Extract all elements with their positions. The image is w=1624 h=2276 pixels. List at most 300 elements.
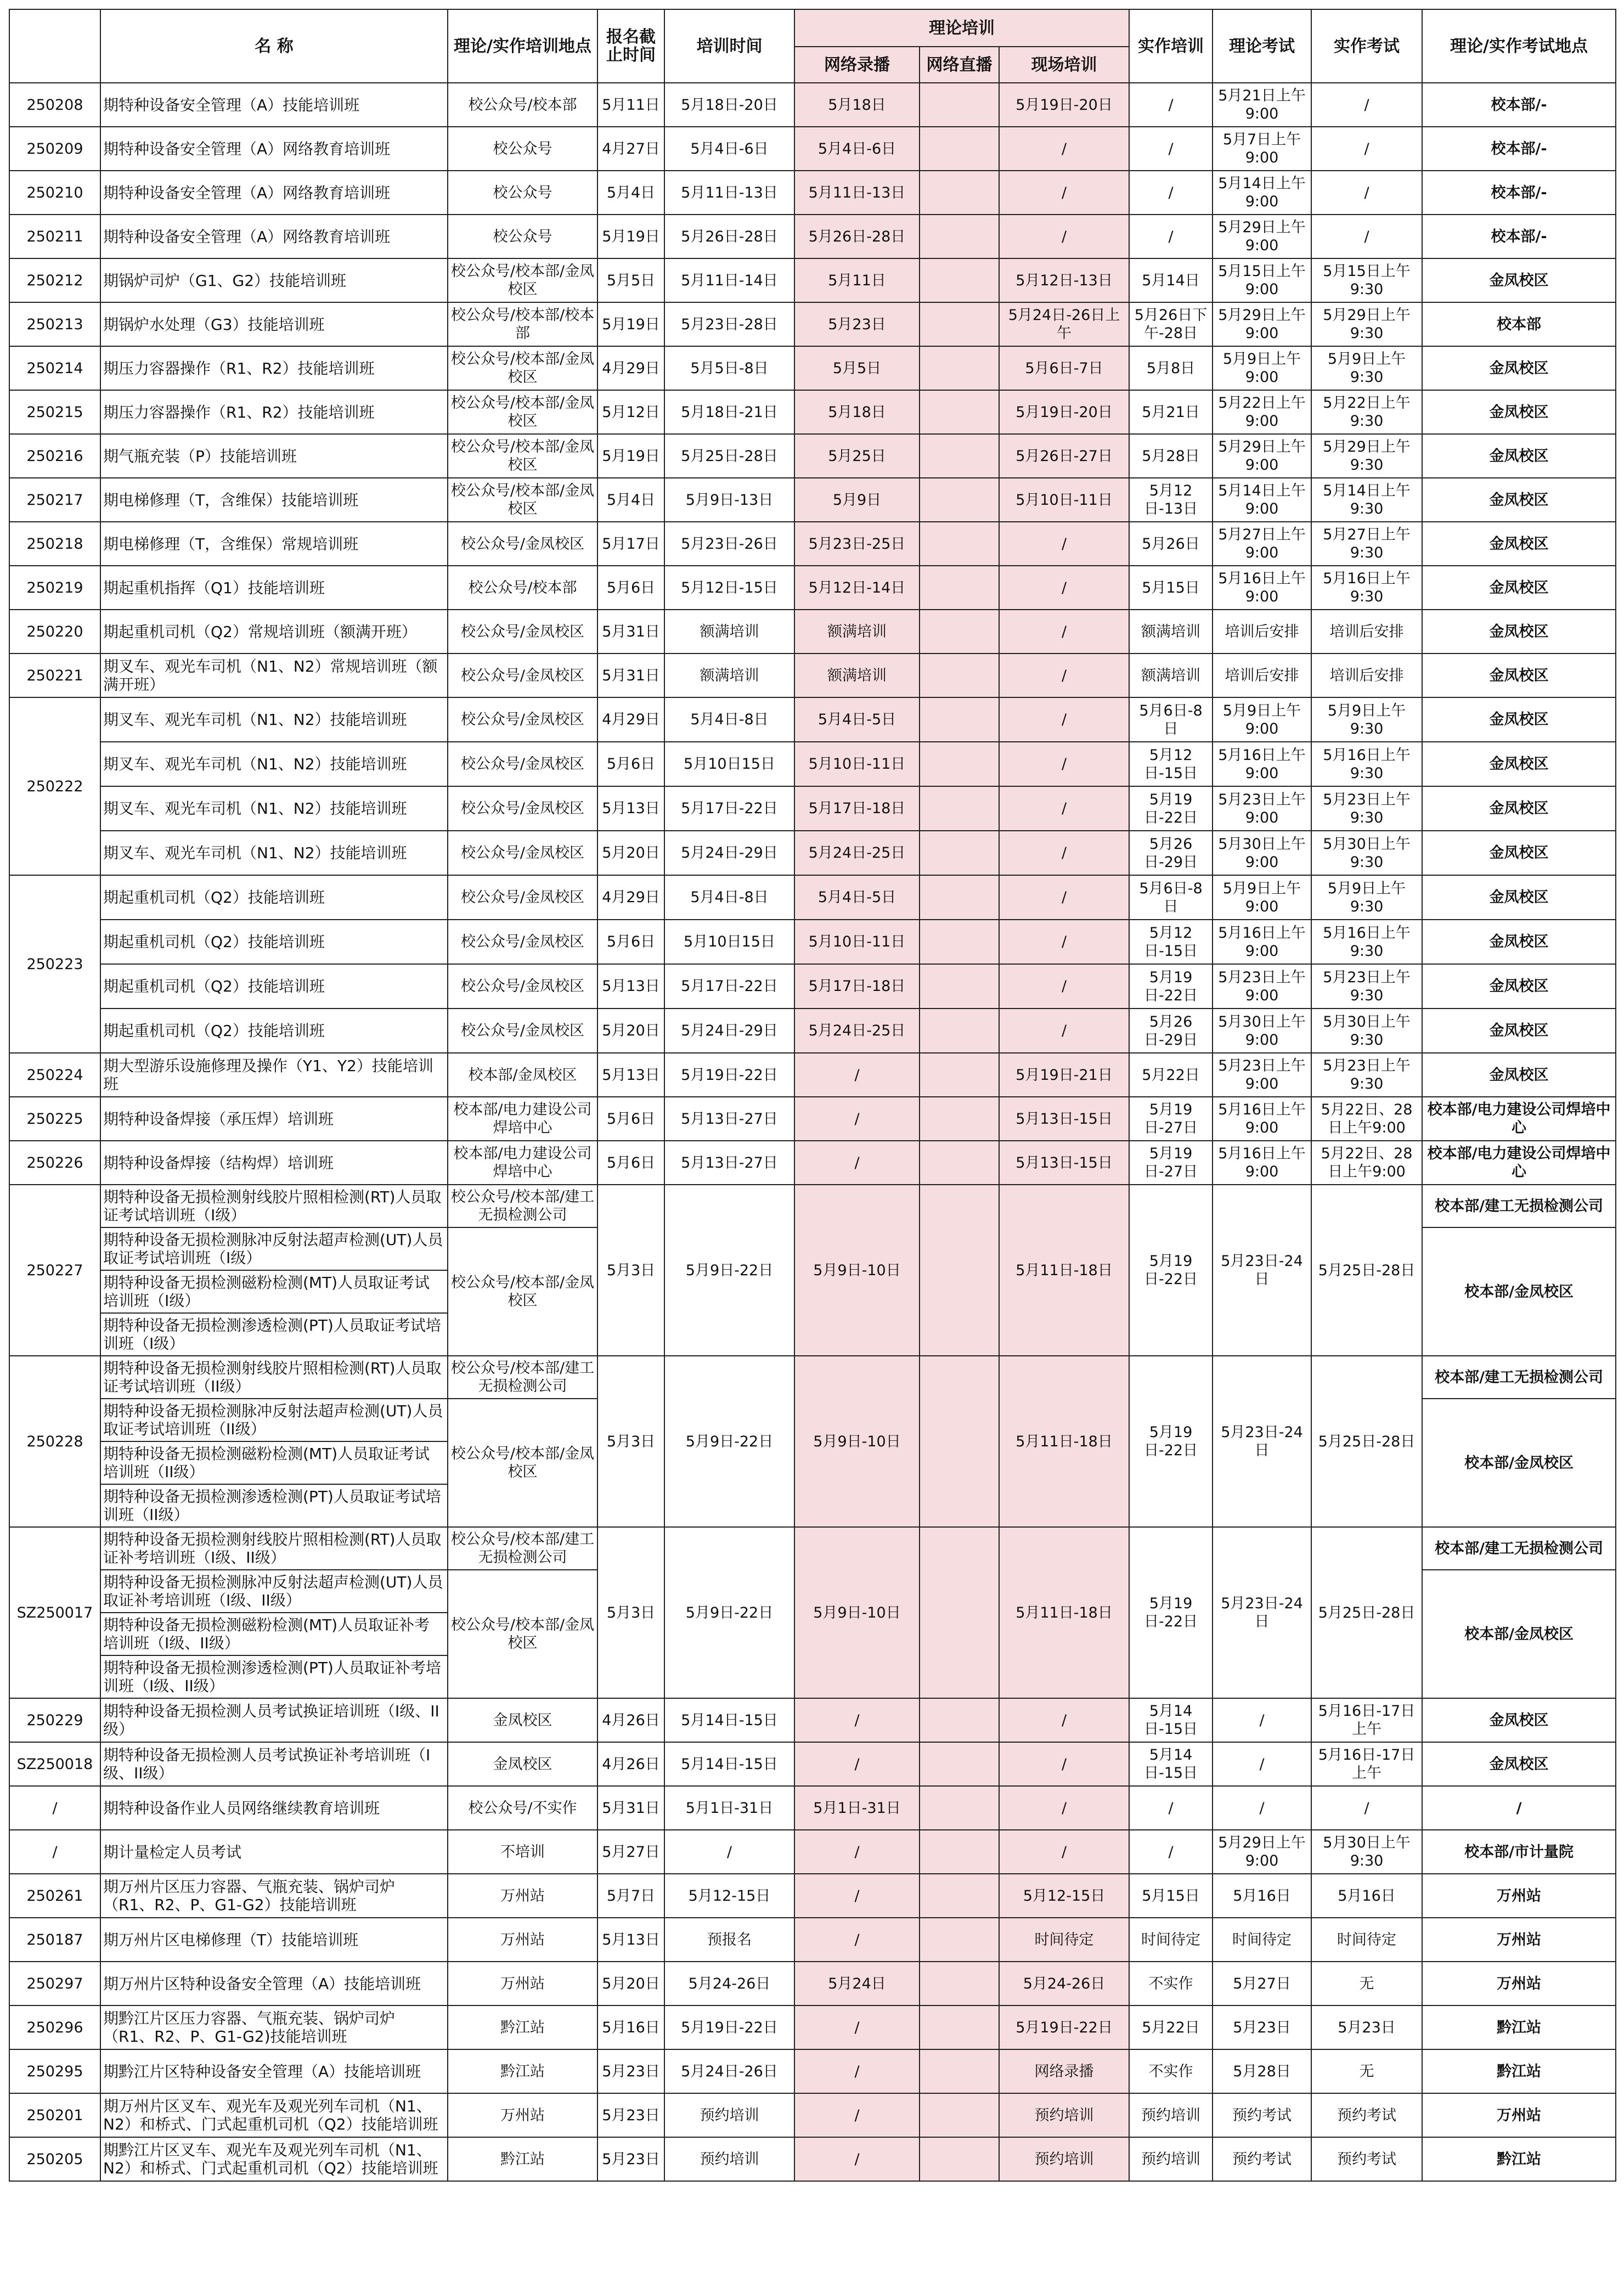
cell-live: [920, 2049, 999, 2093]
cell-practice: 5月19日-22日: [1129, 1527, 1213, 1698]
cell-venue: 校公众号: [448, 171, 597, 215]
cell-theory-exam: 5月16日: [1213, 1874, 1311, 1918]
cell-period: 5月9日-13日: [664, 478, 794, 522]
cell-name: 期万州片区叉车、观光车及观光列车司机（N1、N2）和桥式、门式起重机司机（Q2）技能培训班: [100, 2093, 448, 2137]
cell-theory-exam: 5月16日上午9:00: [1213, 1097, 1311, 1141]
cell-practice: 5月21日: [1129, 390, 1213, 434]
cell-venue: 万州站: [448, 1962, 597, 2005]
cell-period: 5月17日-22日: [664, 786, 794, 831]
cell-practice: 5月15日: [1129, 1874, 1213, 1918]
cell-name: 期起重机司机（Q2）技能培训班: [100, 1009, 448, 1053]
cell-onsite: /: [999, 697, 1129, 742]
cell-onsite: 5月12日-13日: [999, 258, 1129, 302]
cell-theory-exam: 5月23日上午9:00: [1213, 1053, 1311, 1097]
cell-venue: 校公众号/校本部/建工无损检测公司: [448, 1356, 597, 1399]
cell-live: [920, 2093, 999, 2137]
cell-venue: 校公众号/校本部/金凤校区: [448, 478, 597, 522]
cell-live: [920, 2137, 999, 2181]
table-row: [9, 1962, 1616, 2005]
cell-venue: 校公众号: [448, 127, 597, 171]
cell-onsite: /: [999, 964, 1129, 1009]
cell-theory-exam: /: [1213, 1786, 1311, 1830]
cell-deadline: 4月26日: [597, 1698, 664, 1742]
cell-practice: 5月14日: [1129, 258, 1213, 302]
cell-practice: 5月26日: [1129, 522, 1213, 566]
cell-live: [920, 1185, 999, 1356]
cell-name: 期特种设备无损检测脉冲反射法超声检测(UT)人员取证考试培训班（I级）: [100, 1227, 448, 1270]
cell-name: 期起重机司机（Q2）技能培训班: [100, 964, 448, 1009]
cell-practice: 时间待定: [1129, 1918, 1213, 1962]
cell-code: 250187: [9, 1918, 100, 1962]
cell-code: 250227: [9, 1185, 100, 1356]
cell-live: [920, 2005, 999, 2049]
cell-practice-exam: /: [1311, 83, 1422, 127]
cell-period: 5月24日-29日: [664, 831, 794, 875]
cell-practice: 不实作: [1129, 1962, 1213, 2005]
cell-theory-exam: 预约考试: [1213, 2093, 1311, 2137]
cell-name: 期特种设备无损检测渗透检测(PT)人员取证补考培训班（I级、II级）: [100, 1655, 448, 1698]
cell-code: 250221: [9, 653, 100, 697]
cell-practice-exam: 5月30日上午9:30: [1311, 1830, 1422, 1874]
cell-practice: 5月12日-15日: [1129, 920, 1213, 964]
cell-onsite: 5月24-26日: [999, 1962, 1129, 2005]
cell-venue: 校公众号/金凤校区: [448, 697, 597, 742]
cell-theory-exam: 5月16日上午9:00: [1213, 566, 1311, 610]
cell-deadline: 5月16日: [597, 2005, 664, 2049]
cell-theory-exam: 5月15日上午9:00: [1213, 258, 1311, 302]
cell-practice-exam: 5月22日、28日上午9:00: [1311, 1141, 1422, 1185]
header-theory-exam: 理论考试: [1213, 9, 1311, 83]
table-row: [9, 1742, 1616, 1786]
cell-venue: 金凤校区: [448, 1742, 597, 1786]
cell-period: 5月18日-20日: [664, 83, 794, 127]
table-row: [9, 786, 1616, 831]
cell-recorded: /: [794, 1141, 920, 1185]
cell-period: 5月11日-14日: [664, 258, 794, 302]
cell-code: 250205: [9, 2137, 100, 2181]
cell-onsite: 5月19日-22日: [999, 2005, 1129, 2049]
cell-exam-site: 金凤校区: [1422, 697, 1616, 742]
cell-period: 额满培训: [664, 610, 794, 653]
cell-venue: 校公众号/校本部: [448, 83, 597, 127]
cell-period: 5月13日-27日: [664, 1141, 794, 1185]
cell-exam-site: 金凤校区: [1422, 786, 1616, 831]
cell-code: 250228: [9, 1356, 100, 1527]
cell-recorded: /: [794, 1830, 920, 1874]
cell-deadline: 5月31日: [597, 653, 664, 697]
cell-exam-site: 校本部/-: [1422, 127, 1616, 171]
table-row: [9, 1097, 1616, 1141]
table-row: [9, 610, 1616, 653]
cell-recorded: 5月4日-5日: [794, 697, 920, 742]
cell-code: 250216: [9, 434, 100, 478]
cell-deadline: 5月3日: [597, 1356, 664, 1527]
cell-deadline: 5月23日: [597, 2137, 664, 2181]
cell-live: [920, 920, 999, 964]
cell-deadline: 5月4日: [597, 478, 664, 522]
training-schedule-table: [9, 9, 1616, 2182]
cell-practice-exam: /: [1311, 127, 1422, 171]
cell-theory-exam: 5月14日上午9:00: [1213, 171, 1311, 215]
header-practice: 实作培训: [1129, 9, 1213, 83]
cell-live: [920, 127, 999, 171]
cell-period: 5月26日-28日: [664, 215, 794, 258]
header-venue: 理论/实作培训地点: [448, 9, 597, 83]
cell-recorded: 5月1日-31日: [794, 1786, 920, 1830]
cell-live: [920, 171, 999, 215]
cell-practice: 5月8日: [1129, 346, 1213, 390]
cell-venue: 校公众号/金凤校区: [448, 786, 597, 831]
cell-name: 期叉车、观光车司机（N1、N2）技能培训班: [100, 831, 448, 875]
cell-code: 250214: [9, 346, 100, 390]
cell-exam-site: 金凤校区: [1422, 258, 1616, 302]
cell-recorded: /: [794, 1918, 920, 1962]
cell-practice: /: [1129, 83, 1213, 127]
table-row: [9, 1918, 1616, 1962]
cell-exam-site: 金凤校区: [1422, 434, 1616, 478]
cell-live: [920, 742, 999, 786]
cell-practice: 5月19日-22日: [1129, 1185, 1213, 1356]
cell-practice: 5月12日-15日: [1129, 742, 1213, 786]
header-live: 网络直播: [920, 47, 999, 83]
cell-name: 期起重机指挥（Q1）技能培训班: [100, 566, 448, 610]
cell-recorded: /: [794, 1742, 920, 1786]
cell-practice-exam: 预约考试: [1311, 2137, 1422, 2181]
table-row: [9, 697, 1616, 742]
cell-exam-site: 金凤校区: [1422, 478, 1616, 522]
cell-deadline: 5月6日: [597, 1141, 664, 1185]
cell-period: 5月9日-22日: [664, 1185, 794, 1356]
cell-name: 期特种设备无损检测磁粉检测(MT)人员取证补考培训班（I级、II级）: [100, 1613, 448, 1655]
cell-period: 5月4日-8日: [664, 697, 794, 742]
cell-period: 5月14日-15日: [664, 1742, 794, 1786]
cell-practice-exam: 5月14日上午9:30: [1311, 478, 1422, 522]
cell-practice: 预约培训: [1129, 2137, 1213, 2181]
cell-code: 250201: [9, 2093, 100, 2137]
cell-period: 预约培训: [664, 2137, 794, 2181]
cell-live: [920, 346, 999, 390]
cell-recorded: 5月24日: [794, 1962, 920, 2005]
cell-exam-site: 校本部/电力建设公司焊培中心: [1422, 1141, 1616, 1185]
cell-live: [920, 875, 999, 920]
cell-onsite: /: [999, 127, 1129, 171]
cell-period: 5月12-15日: [664, 1874, 794, 1918]
cell-practice: /: [1129, 1830, 1213, 1874]
cell-practice: 不实作: [1129, 2049, 1213, 2093]
cell-theory-exam: 5月14日上午9:00: [1213, 478, 1311, 522]
cell-onsite: 5月11日-18日: [999, 1185, 1129, 1356]
cell-deadline: 5月20日: [597, 831, 664, 875]
cell-recorded: 5月18日: [794, 390, 920, 434]
cell-onsite: /: [999, 215, 1129, 258]
cell-venue: 校公众号/校本部/建工无损检测公司: [448, 1527, 597, 1570]
header-deadline: 报名截止时间: [597, 9, 664, 83]
cell-live: [920, 1830, 999, 1874]
table-row: [9, 875, 1616, 920]
table-row: [9, 1053, 1616, 1097]
table-row: [9, 1830, 1616, 1874]
cell-period: 5月9日-22日: [664, 1356, 794, 1527]
cell-practice-exam: 培训后安排: [1311, 610, 1422, 653]
header-code: [9, 9, 100, 83]
cell-name: 期特种设备作业人员网络继续教育培训班: [100, 1786, 448, 1830]
cell-recorded: 5月11日: [794, 258, 920, 302]
cell-venue: 校公众号/金凤校区: [448, 831, 597, 875]
cell-exam-site: 黔江站: [1422, 2137, 1616, 2181]
cell-name: 期特种设备无损检测渗透检测(PT)人员取证考试培训班（I级）: [100, 1313, 448, 1356]
table-row: [9, 831, 1616, 875]
cell-deadline: 5月13日: [597, 786, 664, 831]
cell-live: [920, 1141, 999, 1185]
cell-live: [920, 258, 999, 302]
cell-theory-exam: 5月23日-24日: [1213, 1185, 1311, 1356]
table-row: [9, 2093, 1616, 2137]
cell-exam-site: 金凤校区: [1422, 522, 1616, 566]
cell-theory-exam: 5月23日上午9:00: [1213, 964, 1311, 1009]
cell-deadline: 5月5日: [597, 258, 664, 302]
cell-period: 5月11日-13日: [664, 171, 794, 215]
cell-practice-exam: 5月23日上午9:30: [1311, 964, 1422, 1009]
cell-name: 期起重机司机（Q2）技能培训班: [100, 875, 448, 920]
cell-period: 5月17日-22日: [664, 964, 794, 1009]
cell-theory-exam: 培训后安排: [1213, 610, 1311, 653]
cell-code: /: [9, 1786, 100, 1830]
cell-practice-exam: /: [1311, 171, 1422, 215]
cell-onsite: 5月13日-15日: [999, 1141, 1129, 1185]
cell-name: 期特种设备安全管理（A）网络教育培训班: [100, 171, 448, 215]
cell-recorded: 5月5日: [794, 346, 920, 390]
cell-venue: 校公众号/校本部/校本部: [448, 302, 597, 346]
cell-live: [920, 786, 999, 831]
cell-deadline: 5月11日: [597, 83, 664, 127]
cell-onsite: /: [999, 1830, 1129, 1874]
cell-name: 期特种设备焊接（结构焊）培训班: [100, 1141, 448, 1185]
cell-deadline: 5月6日: [597, 742, 664, 786]
cell-name: 期特种设备无损检测渗透检测(PT)人员取证考试培训班（II级）: [100, 1484, 448, 1527]
cell-onsite: 5月13日-15日: [999, 1097, 1129, 1141]
cell-deadline: 5月19日: [597, 215, 664, 258]
cell-practice: 额满培训: [1129, 653, 1213, 697]
cell-exam-site: 校本部/电力建设公司焊培中心: [1422, 1097, 1616, 1141]
cell-deadline: 5月31日: [597, 610, 664, 653]
cell-venue: 校公众号/金凤校区: [448, 964, 597, 1009]
cell-recorded: 5月17日-18日: [794, 786, 920, 831]
cell-recorded: 5月24日-25日: [794, 831, 920, 875]
cell-venue: 校公众号/金凤校区: [448, 875, 597, 920]
cell-period: 额满培训: [664, 653, 794, 697]
cell-code: 250295: [9, 2049, 100, 2093]
table-row: [9, 2049, 1616, 2093]
cell-venue: 校公众号/校本部/金凤校区: [448, 346, 597, 390]
cell-code: 250208: [9, 83, 100, 127]
cell-exam-site: 校本部/建工无损检测公司: [1422, 1185, 1616, 1227]
cell-exam-site: 校本部/-: [1422, 171, 1616, 215]
cell-exam-site: 校本部: [1422, 302, 1616, 346]
cell-practice: 5月19日-27日: [1129, 1097, 1213, 1141]
cell-venue: 黔江站: [448, 2005, 597, 2049]
cell-name: 期特种设备无损检测人员考试换证培训班（I级、II级）: [100, 1698, 448, 1742]
cell-period: 5月24-26日: [664, 1962, 794, 2005]
cell-onsite: /: [999, 1742, 1129, 1786]
cell-period: 5月19日-22日: [664, 2005, 794, 2049]
header-theory: 理论培训: [794, 9, 1129, 47]
cell-deadline: 4月29日: [597, 346, 664, 390]
cell-recorded: 额满培训: [794, 610, 920, 653]
cell-venue: 校公众号/校本部/金凤校区: [448, 1227, 597, 1356]
cell-recorded: /: [794, 1698, 920, 1742]
cell-venue: 校公众号/金凤校区: [448, 522, 597, 566]
cell-practice-exam: 5月23日上午9:30: [1311, 786, 1422, 831]
cell-practice-exam: 5月22日、28日上午9:00: [1311, 1097, 1422, 1141]
cell-name: 期叉车、观光车司机（N1、N2）技能培训班: [100, 786, 448, 831]
table-row: [9, 127, 1616, 171]
cell-deadline: 4月29日: [597, 875, 664, 920]
cell-period: 5月19日-22日: [664, 1053, 794, 1097]
cell-name: 期大型游乐设施修理及操作（Y1、Y2）技能培训班: [100, 1053, 448, 1097]
cell-recorded: 5月9日-10日: [794, 1356, 920, 1527]
cell-deadline: 5月6日: [597, 920, 664, 964]
cell-live: [920, 522, 999, 566]
cell-deadline: 5月3日: [597, 1527, 664, 1698]
cell-venue: 万州站: [448, 2093, 597, 2137]
cell-period: 5月10日15日: [664, 920, 794, 964]
cell-practice: 5月22日: [1129, 1053, 1213, 1097]
cell-recorded: 5月24日-25日: [794, 1009, 920, 1053]
cell-code: 250217: [9, 478, 100, 522]
cell-period: 5月18日-21日: [664, 390, 794, 434]
cell-theory-exam: /: [1213, 1742, 1311, 1786]
cell-practice: 5月28日: [1129, 434, 1213, 478]
cell-recorded: 5月12日-14日: [794, 566, 920, 610]
cell-code: 250225: [9, 1097, 100, 1141]
cell-exam-site: 校本部/金凤校区: [1422, 1399, 1616, 1527]
cell-exam-site: 金凤校区: [1422, 831, 1616, 875]
cell-deadline: 5月23日: [597, 2049, 664, 2093]
cell-name: 期压力容器操作（R1、R2）技能培训班: [100, 390, 448, 434]
cell-theory-exam: 5月23日: [1213, 2005, 1311, 2049]
cell-recorded: /: [794, 2005, 920, 2049]
table-row: [9, 1356, 1616, 1399]
cell-live: [920, 1356, 999, 1527]
cell-practice: 5月19日-22日: [1129, 786, 1213, 831]
cell-theory-exam: 5月21日上午9:00: [1213, 83, 1311, 127]
cell-venue: 校本部/电力建设公司焊培中心: [448, 1097, 597, 1141]
cell-period: 5月12日-15日: [664, 566, 794, 610]
cell-name: 期特种设备无损检测射线胶片照相检测(RT)人员取证考试培训班（I级）: [100, 1185, 448, 1227]
cell-code: 250224: [9, 1053, 100, 1097]
cell-theory-exam: 5月30日上午9:00: [1213, 831, 1311, 875]
cell-name: 期黔江片区压力容器、气瓶充装、锅炉司炉（R1、R2、P、G1-G2)技能培训班: [100, 2005, 448, 2049]
table-row: [9, 1141, 1616, 1185]
cell-theory-exam: 5月16日上午9:00: [1213, 1141, 1311, 1185]
cell-onsite: /: [999, 875, 1129, 920]
cell-name: 期特种设备无损检测脉冲反射法超声检测(UT)人员取证考试培训班（II级）: [100, 1399, 448, 1441]
cell-exam-site: 黔江站: [1422, 2005, 1616, 2049]
cell-name: 期计量检定人员考试: [100, 1830, 448, 1874]
cell-code: 250297: [9, 1962, 100, 2005]
cell-theory-exam: 培训后安排: [1213, 653, 1311, 697]
header-practice-exam: 实作考试: [1311, 9, 1422, 83]
cell-code: 250209: [9, 127, 100, 171]
cell-practice-exam: 5月15日上午9:30: [1311, 258, 1422, 302]
table-row: [9, 346, 1616, 390]
cell-theory-exam: 5月27日: [1213, 1962, 1311, 2005]
cell-live: [920, 390, 999, 434]
cell-recorded: 5月9日-10日: [794, 1527, 920, 1698]
cell-exam-site: 金凤校区: [1422, 1009, 1616, 1053]
cell-venue: 校公众号/校本部/金凤校区: [448, 390, 597, 434]
cell-code: 250215: [9, 390, 100, 434]
cell-practice-exam: 5月23日: [1311, 2005, 1422, 2049]
table-row: [9, 2005, 1616, 2049]
cell-theory-exam: 5月7日上午9:00: [1213, 127, 1311, 171]
cell-live: [920, 302, 999, 346]
cell-practice: 5月15日: [1129, 566, 1213, 610]
cell-exam-site: 校本部/金凤校区: [1422, 1227, 1616, 1356]
cell-period: 5月9日-22日: [664, 1527, 794, 1698]
cell-live: [920, 478, 999, 522]
cell-code: SZ250017: [9, 1527, 100, 1698]
cell-practice: 5月14日-15日: [1129, 1742, 1213, 1786]
cell-practice: 5月19日-22日: [1129, 964, 1213, 1009]
cell-practice-exam: 无: [1311, 1962, 1422, 2005]
cell-onsite: 5月19日-21日: [999, 1053, 1129, 1097]
cell-practice: 5月26日下午-28日: [1129, 302, 1213, 346]
cell-live: [920, 653, 999, 697]
cell-recorded: /: [794, 1874, 920, 1918]
cell-live: [920, 566, 999, 610]
cell-deadline: 4月27日: [597, 127, 664, 171]
cell-live: [920, 1698, 999, 1742]
cell-recorded: 5月9日-10日: [794, 1185, 920, 1356]
cell-onsite: /: [999, 653, 1129, 697]
cell-theory-exam: 5月29日上午9:00: [1213, 215, 1311, 258]
cell-period: 5月4日-8日: [664, 875, 794, 920]
cell-practice-exam: 5月29日上午9:30: [1311, 434, 1422, 478]
cell-theory-exam: 5月23日上午9:00: [1213, 786, 1311, 831]
cell-code: 250219: [9, 566, 100, 610]
cell-venue: 校公众号/校本部/金凤校区: [448, 1399, 597, 1527]
cell-practice-exam: 5月30日上午9:30: [1311, 1009, 1422, 1053]
cell-code: 250210: [9, 171, 100, 215]
cell-recorded: 5月17日-18日: [794, 964, 920, 1009]
cell-venue: 金凤校区: [448, 1698, 597, 1742]
cell-practice-exam: 5月16日上午9:30: [1311, 742, 1422, 786]
table-row: [9, 1786, 1616, 1830]
cell-deadline: 5月20日: [597, 1962, 664, 2005]
cell-name: 期特种设备安全管理（A）网络教育培训班: [100, 127, 448, 171]
cell-recorded: 5月10日-11日: [794, 920, 920, 964]
header-exam-site: 理论/实作考试地点: [1422, 9, 1616, 83]
cell-practice-exam: 5月25日-28日: [1311, 1527, 1422, 1698]
cell-deadline: 5月3日: [597, 1185, 664, 1356]
cell-practice-exam: /: [1311, 1786, 1422, 1830]
cell-practice-exam: 5月23日上午9:30: [1311, 1053, 1422, 1097]
cell-theory-exam: 5月16日上午9:00: [1213, 920, 1311, 964]
cell-exam-site: 金凤校区: [1422, 920, 1616, 964]
cell-code: 250213: [9, 302, 100, 346]
table-row: [9, 302, 1616, 346]
cell-period: 5月5日-8日: [664, 346, 794, 390]
cell-exam-site: 金凤校区: [1422, 1698, 1616, 1742]
table-row: [9, 1527, 1616, 1570]
cell-practice-exam: 5月25日-28日: [1311, 1185, 1422, 1356]
cell-practice-exam: 5月29日上午9:30: [1311, 302, 1422, 346]
cell-live: [920, 697, 999, 742]
cell-recorded: /: [794, 2049, 920, 2093]
cell-onsite: /: [999, 522, 1129, 566]
cell-name: 期特种设备安全管理（A）网络教育培训班: [100, 215, 448, 258]
